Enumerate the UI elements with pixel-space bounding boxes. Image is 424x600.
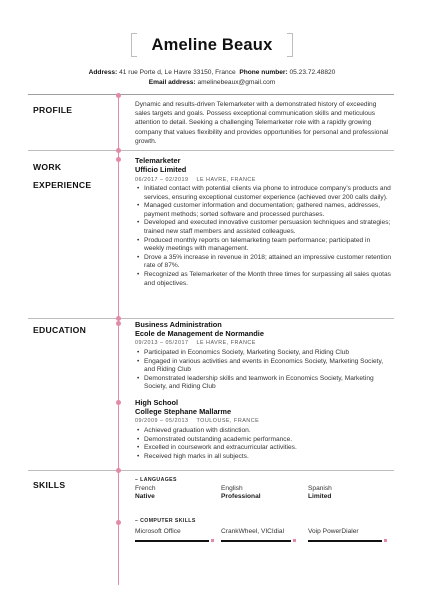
edu-dates-1: 09/2013 – 05/2017 [135,340,189,346]
edu-bullets-2 [135,427,392,461]
edu-meta-1 [135,340,256,347]
address-value: 41 rue Porte d, Le Havre 33150, France [119,69,236,76]
header-divider [28,94,394,95]
computer-skill-name: CrankWheel, VICIdial [221,528,285,535]
language-name: Spanish [308,485,332,492]
list-item: • Recognized as Telemarketer of the Month three times for surpassing all sales quotas and objectives. [135,271,392,288]
language-name: English [221,485,243,492]
computer-skill-name: Voip PowerDialer [308,528,359,535]
edu-dot-1 [116,321,121,326]
experience-heading-2: EXPERIENCE [33,180,92,190]
list-item: • Participated in Economics Society, Marketing Society, and Riding Club [135,349,392,358]
skill-level-bar [135,540,209,542]
contact-line-2 [0,78,424,87]
list-item: • Excelled in coursework and extracurricular activities. [135,444,392,453]
list-item: • Demonstrated outstanding academic performance. [135,436,392,445]
left-bracket [131,33,137,57]
experience-dot [116,148,121,153]
candidate-name: Ameline Beaux [151,36,273,54]
list-item: • Developed and executed innovative customer persuasion techniques and strategies; trained new staff members and assisted colleagues. [135,219,392,236]
email-value: amelinebeaux@gmail.com [197,79,276,86]
address-label: Address: [88,69,118,76]
phone-label: Phone number: [239,69,288,76]
name-header [131,33,293,57]
job-location: LE HAVRE, FRANCE [196,177,256,183]
edu-school-2: College Stephane Mallarme [135,407,232,416]
edu-dates-2: 09/2009 – 05/2013 [135,418,189,424]
skill-level-marker [384,539,387,542]
list-item: • Demonstrated leadership skills and teamwork in Economics Society, Marketing Society, and Riding Club [135,375,392,392]
language-level: Professional [221,493,261,500]
right-bracket [287,33,293,57]
language-level: Native [135,493,155,500]
languages-label: – LANGUAGES [135,477,177,483]
list-item: • Initiated contact with potential clients via phone to introduce company's products and services, ensuring exceptional customer experience (achieved over 200 calls daily). [135,185,392,202]
skill-level-bar [221,540,291,542]
section-divider [28,470,394,471]
language-name: French [135,485,156,492]
timeline-line [118,95,119,585]
edu-meta-2 [135,418,259,425]
profile-dot [116,93,121,98]
edu-dot-2 [116,400,121,405]
edu-degree-2: High School [135,398,179,407]
experience-heading-1: WORK [33,162,62,172]
skills-heading: SKILLS [33,480,66,490]
job-dot [116,157,121,162]
skill-level-bar [308,540,382,542]
computer-skill-name: Microsoft Office [135,528,181,535]
list-item: • Produced monthly reports on telemarketing team performance; participated in weekly meetings with management. [135,237,392,254]
list-item: • Engaged in various activities and events in Economics Society, Marketing Society, and Riding Club [135,358,392,375]
contact-line-1 [0,68,424,77]
edu-school-1: Ecole de Management de Normandie [135,329,264,338]
list-item: • Received high marks in all subjects. [135,453,392,462]
job-meta [135,177,256,184]
profile-text: Dynamic and results-driven Telemarketer with a demonstrated history of exceeding sales targets and goals. Possess exceptional communication skills and meticulous attention to detail. Seeking a challenging Telemarketer role with a rapidly growing company that values flexibility and provides opportunities for personal and professional growth. [135,101,389,145]
edu-bullets-1 [135,349,392,392]
computer-skills-dot [116,520,121,525]
phone-value: 05.23.72.48820 [289,69,336,76]
computer-skills-label: – COMPUTER SKILLS [135,518,196,524]
skills-dot [116,468,121,473]
job-title: Telemarketer [135,156,181,165]
edu-location-2: TOULOUSE, FRANCE [196,418,260,424]
education-heading: EDUCATION [33,325,87,335]
edu-location-1: LE HAVRE, FRANCE [196,340,256,346]
section-divider [28,150,394,151]
edu-degree-1: Business Administration [135,320,222,329]
profile-heading: PROFILE [33,105,73,115]
skill-level-marker [211,539,214,542]
job-dates: 06/2017 – 02/2019 [135,177,189,183]
job-bullets [135,185,392,288]
language-level: Limited [308,493,332,500]
email-label: Email address: [148,79,196,86]
skill-level-marker [293,539,296,542]
list-item: • Achieved graduation with distinction. [135,427,392,436]
list-item: • Managed customer information and documentation; gathered names, addresses, payment methods; sorted software and processed purchases. [135,202,392,219]
section-divider [28,318,394,319]
list-item: • Drove a 35% increase in revenue in 2018; attained an impressive customer retention rate of 87%. [135,254,392,271]
job-company: Ufficio Limited [135,165,187,174]
